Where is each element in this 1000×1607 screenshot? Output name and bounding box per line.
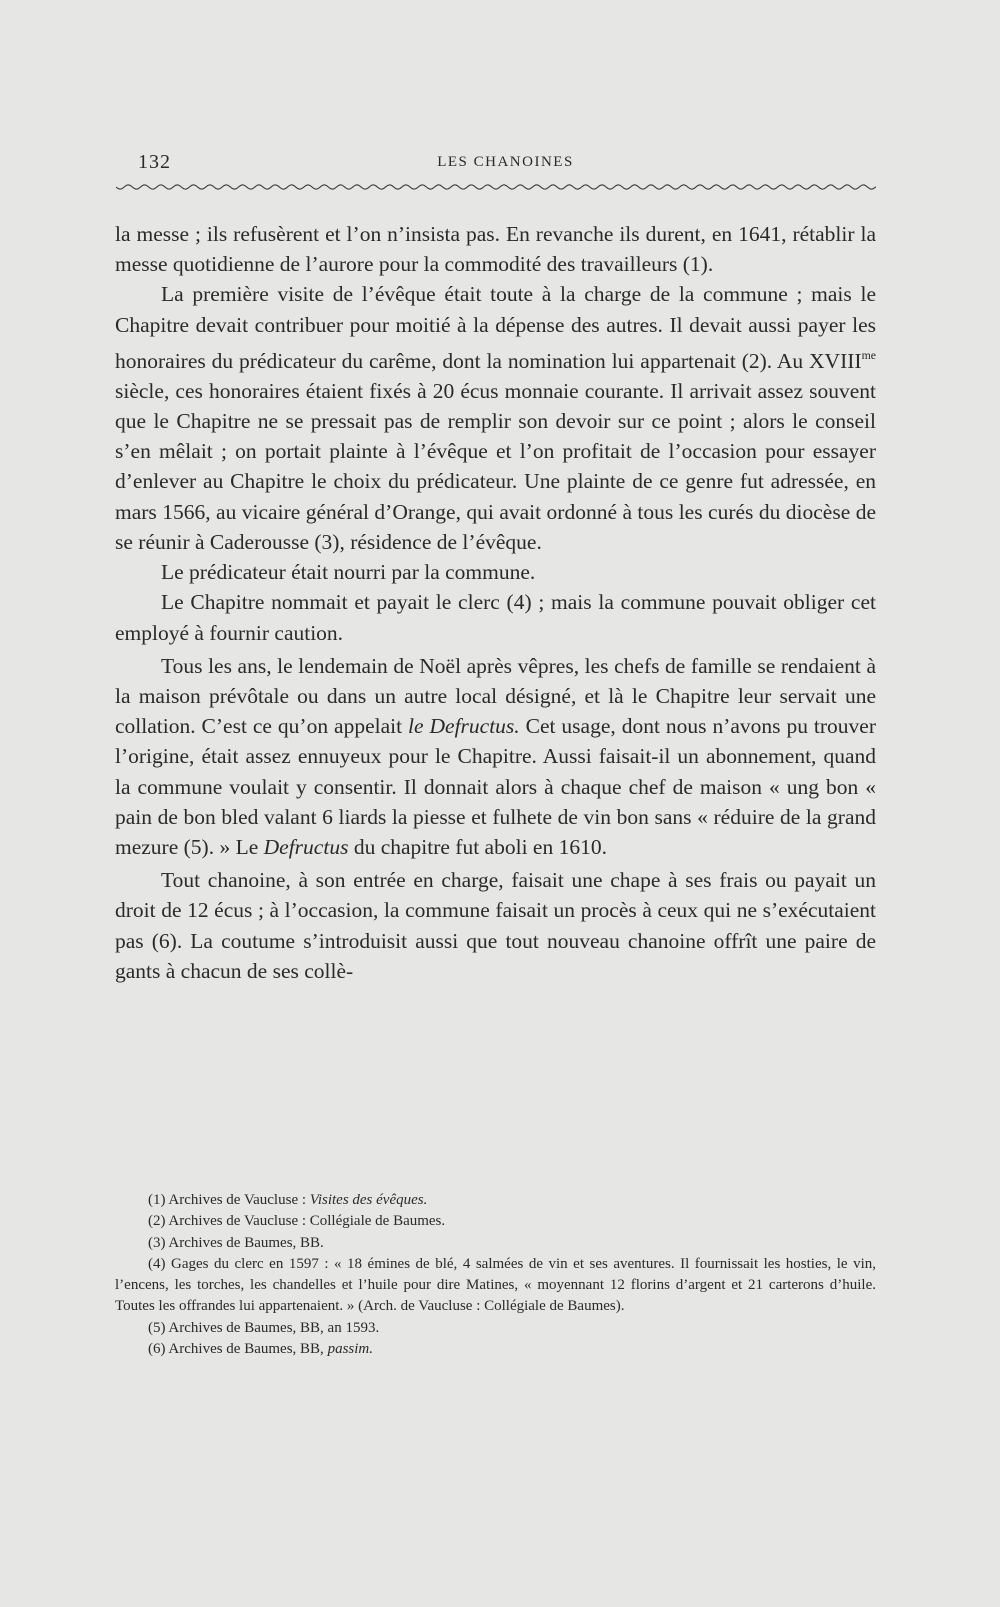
paragraph-5-text-a: Tous les ans, le lendemain de Noël après vêpres, les chefs de famille se rendaient à la maison prévôtale ou dans un autre local désigné, et là le Chapitre leur servait une collation. C’est ce qu’on appelait xyxy=(115,653,876,739)
superscript-me: me xyxy=(861,347,876,362)
footnote-4: (4) Gages du clerc en 1597 : « 18 émines de blé, 4 salmées de vin et ses aventures. Il fournissait les hosties, le vin, l’encens, les torches, les chandelles et l’huile pour dire Matines, « moyennant 12 florins d’argent et 21 carterons d’huile. Toutes les offrandes lui appartenaient. » (Arch. de Vaucluse : Collégiale de Baumes). xyxy=(115,1255,876,1315)
paragraph-5-italic-1: le Defructus. xyxy=(408,714,520,739)
paragraph-5-italic-2: Defructus xyxy=(263,834,349,859)
main-text xyxy=(115,219,876,986)
ornamental-rule xyxy=(116,183,876,191)
footnote-6-text: (6) Archives de Baumes, BB, xyxy=(148,1341,328,1358)
paragraph-3: Le prédicateur était nourri par la commune. xyxy=(161,560,536,585)
footnote-5: (5) Archives de Baumes, BB, an 1593. xyxy=(148,1319,380,1336)
page-number: 132 xyxy=(138,151,171,173)
paragraph-2 xyxy=(115,279,876,557)
footnote-2: (2) Archives de Vaucluse : Collégiale de Baumes. xyxy=(148,1213,446,1230)
paragraph-2-text-a: La première visite de l’évêque était toute à la charge de la commune ; mais le Chapitre devait contribuer pour moitié à la dépense des autres. Il devait aussi payer les honoraires du prédicateur du carême, dont la nomination lui appartenait (2). Au XVIII xyxy=(115,282,876,373)
paragraph-2-text-b: siècle, ces honoraires étaient fixés à 20 écus monnaie courante. Il arrivait assez souvent que le Chapitre ne se pressait pas de remplir son devoir sur ce point ; alors le conseil s’en mêlait ; on portait plainte à l’évêque et l’on profitait de l’occasion pour essayer d’enlever au Chapitre le choix du prédicateur. Une plainte de ce genre fut adressée, en mars 1566, au vicaire général d’Orange, qui avait ordonné à tous les curés du diocèse de se réunir à Caderousse (3), résidence de l’évêque. xyxy=(115,378,876,554)
paragraph-5-text-b: Cet usage, dont nous n’avons pu trouver l’origine, était assez ennuyeux pour le Chapitre. Aussi faisait-il un abonnement, quand la commune voulait y consentir. Il donnait alors à chaque chef de maison « ung bon « pain de bon bled valant 6 liards la piesse et fulhete de vin bon sans « réduire de la grand mezure (5). » Le xyxy=(115,714,876,859)
paragraph-5-text-c: du chapitre fut aboli en 1610. xyxy=(348,834,607,859)
paragraph-4: Le Chapitre nommait et payait le clerc (4) ; mais la commune pouvait obliger cet employé à fournir caution. xyxy=(115,590,876,645)
paragraph-5 xyxy=(115,651,876,862)
running-title: LES CHANOINES xyxy=(437,154,574,170)
footnote-1 xyxy=(115,1190,876,1211)
footnote-1-italic: Visites des évêques. xyxy=(309,1192,428,1208)
footnote-6-italic: passim. xyxy=(327,1341,373,1358)
footnote-6 xyxy=(115,1339,876,1360)
footnote-1-text: (1) Archives de Vaucluse : xyxy=(148,1192,310,1208)
footnotes xyxy=(115,1190,876,1360)
paragraph-1: la messe ; ils refusèrent et l’on n’insista pas. En revanche ils durent, en 1641, rétablir la messe quotidienne de l’aurore pour la commodité des travailleurs (1). xyxy=(115,222,876,277)
paragraph-6: Tout chanoine, à son entrée en charge, faisait une chape à ses frais ou payait un droit de 12 écus ; à l’occasion, la commune faisait un procès à ceux qui ne s’exécutaient pas (6). La coutume s’introduisit aussi que tout nouveau chanoine offrît une paire de gants à chacun de ses collè- xyxy=(115,868,876,983)
footnote-3: (3) Archives de Baumes, BB. xyxy=(148,1234,324,1251)
page-header xyxy=(138,151,873,181)
